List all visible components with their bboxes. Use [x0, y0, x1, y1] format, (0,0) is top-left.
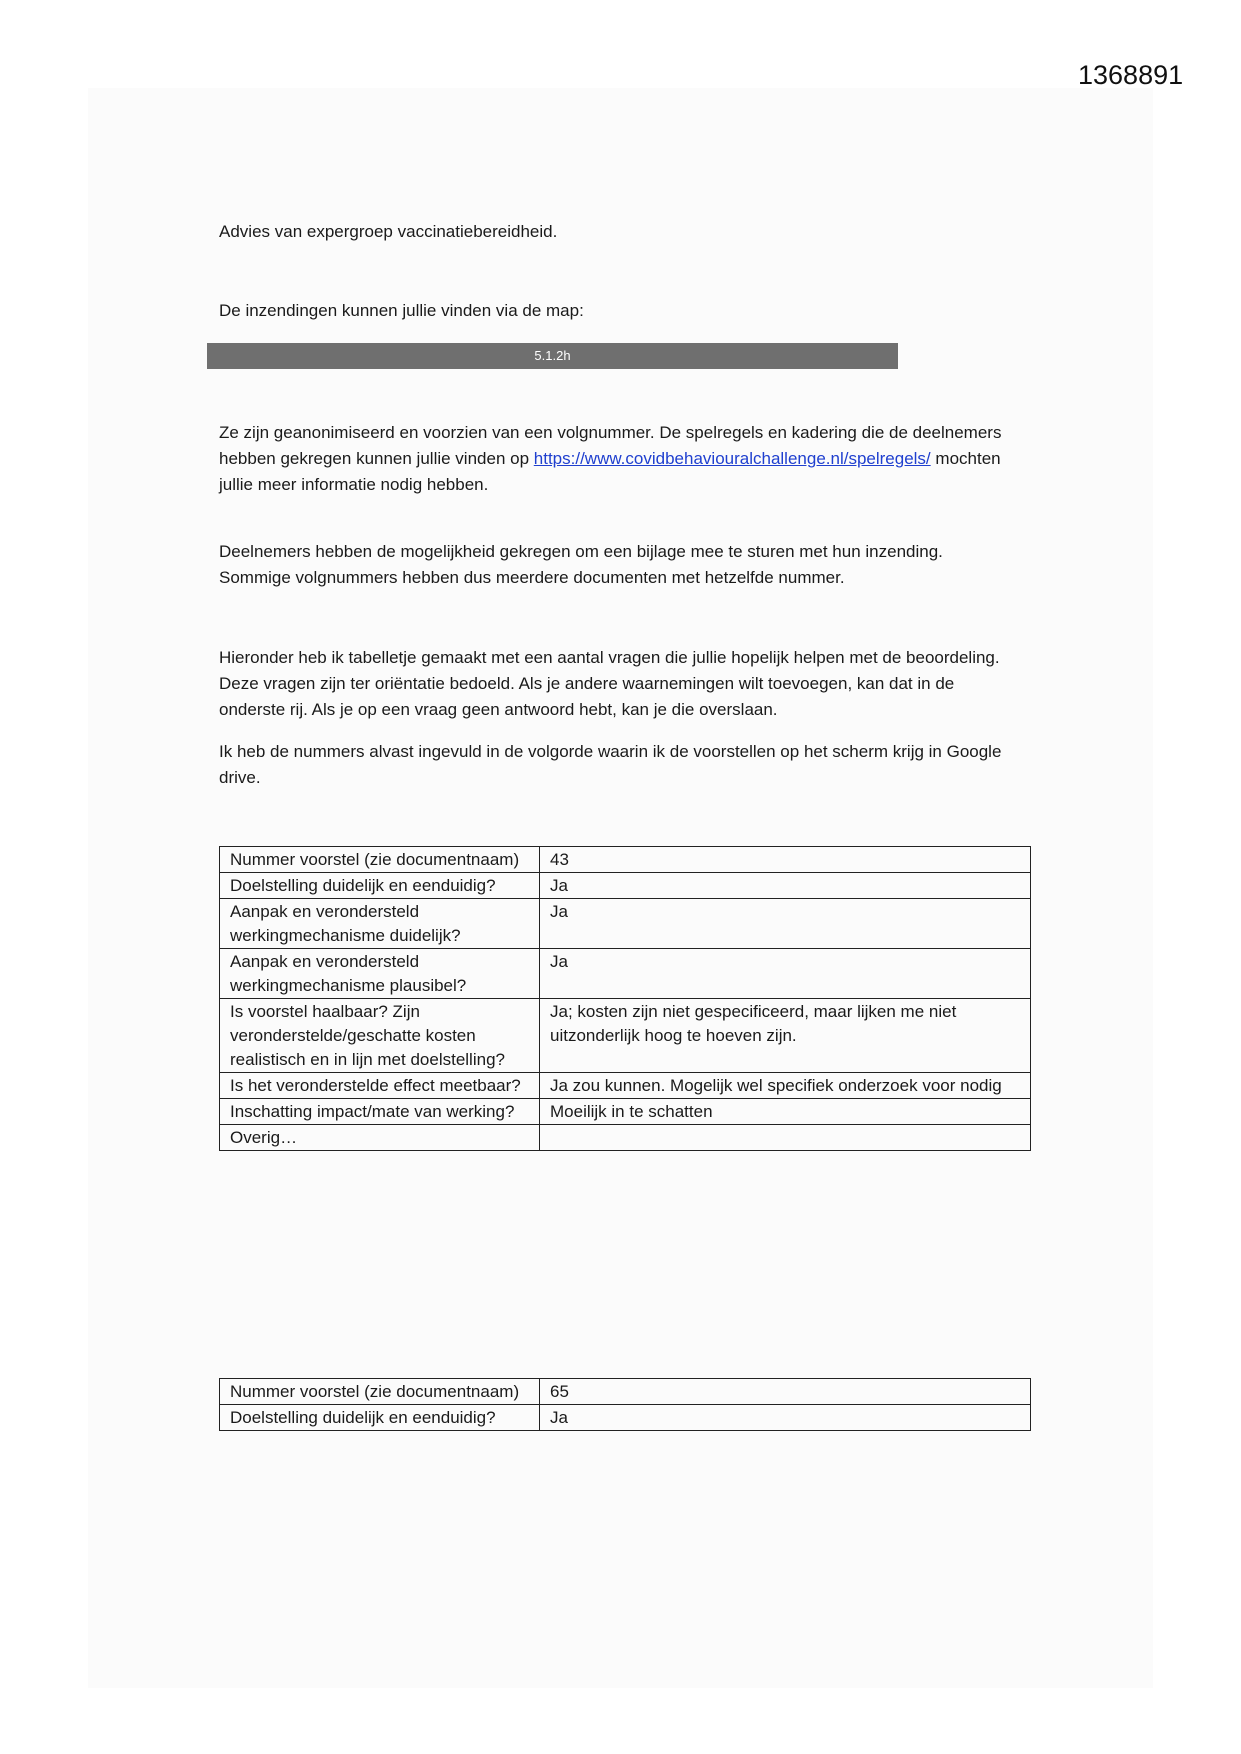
table-row	[220, 873, 1031, 899]
table-row	[220, 1099, 1031, 1125]
question-cell: Doelstelling duidelijk en eenduidig?	[220, 873, 540, 899]
answer-cell	[540, 1125, 1031, 1151]
table-row	[220, 999, 1031, 1073]
answer-cell: Ja	[540, 873, 1031, 899]
document-number: 1368891	[1078, 60, 1184, 90]
table-row	[220, 1405, 1031, 1431]
answer-cell: Ja zou kunnen. Mogelijk wel specifiek onderzoek voor nodig	[540, 1073, 1031, 1099]
question-cell: Nummer voorstel (zie documentnaam)	[220, 847, 540, 873]
question-cell: Is voorstel haalbaar? Zijn veronderstelde/geschatte kosten realistisch en in lijn met doelstelling?	[220, 999, 540, 1073]
table-row	[220, 847, 1031, 873]
question-cell: Overig…	[220, 1125, 540, 1151]
anonymized-text-end: mochten jullie meer informatie nodig hebben.	[219, 449, 1001, 494]
evaluation-table-2	[219, 1378, 1031, 1431]
rules-link[interactable]: https://www.covidbehaviouralchallenge.nl/spelregels/	[533, 449, 931, 468]
answer-cell: 43	[540, 847, 1031, 873]
table-row	[220, 1379, 1031, 1405]
evaluation-table-1	[219, 846, 1031, 1151]
answer-cell: 65	[540, 1379, 1031, 1405]
document-title: Advies van expergroep vaccinatiebereidheid.	[219, 222, 558, 241]
table-row	[220, 1073, 1031, 1099]
intro-text: De inzendingen kunnen jullie vinden via de map:	[219, 301, 584, 320]
answer-cell: Moeilijk in te schatten	[540, 1099, 1031, 1125]
table-row	[220, 899, 1031, 949]
question-cell: Inschatting impact/mate van werking?	[220, 1099, 540, 1125]
redaction-bar	[207, 343, 898, 369]
attachment-paragraph: Deelnemers hebben de mogelijkheid gekregen om een bijlage mee te sturen met hun inzending. Sommige volgnummers hebben dus meerdere documenten met hetzelfde nummer.	[219, 542, 943, 587]
anonymized-paragraph	[219, 420, 1019, 498]
table-row	[220, 949, 1031, 999]
question-cell: Aanpak en verondersteld werkingmechanisme plausibel?	[220, 949, 540, 999]
redaction-label: 5.1.2h	[534, 348, 571, 363]
answer-cell: Ja	[540, 1405, 1031, 1431]
table-row	[220, 1125, 1031, 1151]
answer-cell: Ja; kosten zijn niet gespecificeerd, maar lijken me niet uitzonderlijk hoog te hoeven zijn.	[540, 999, 1031, 1073]
order-paragraph: Ik heb de nummers alvast ingevuld in de volgorde waarin ik de voorstellen op het scherm krijg in Google drive.	[219, 742, 1002, 787]
question-cell: Doelstelling duidelijk en eenduidig?	[220, 1405, 540, 1431]
answer-cell: Ja	[540, 949, 1031, 999]
question-cell: Aanpak en verondersteld werkingmechanisme duidelijk?	[220, 899, 540, 949]
answer-cell: Ja	[540, 899, 1031, 949]
anonymized-text: Ze zijn geanonimiseerd en voorzien van een volgnummer. De spelregels en kadering die de deelnemers hebben gekregen kunnen jullie vinden op	[219, 423, 1002, 468]
question-cell: Is het veronderstelde effect meetbaar?	[220, 1073, 540, 1099]
question-cell: Nummer voorstel (zie documentnaam)	[220, 1379, 540, 1405]
table-intro-paragraph: Hieronder heb ik tabelletje gemaakt met een aantal vragen die jullie hopelijk helpen met de beoordeling. Deze vragen zijn ter oriëntatie bedoeld. Als je andere waarnemingen wilt toevoegen, kan dat in de onderste rij. Als je op een vraag geen antwoord hebt, kan je die overslaan.	[219, 648, 1000, 719]
